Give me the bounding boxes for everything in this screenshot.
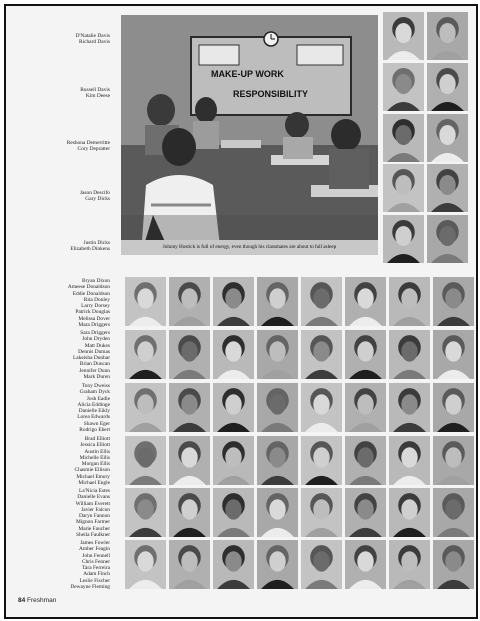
student-name: Russell Davis bbox=[80, 87, 110, 93]
name-list bbox=[12, 436, 110, 486]
student-portrait bbox=[389, 540, 430, 589]
student-name: Alicia Eddinge bbox=[77, 401, 110, 408]
student-name: Leslie Fischer bbox=[79, 577, 110, 584]
student-portrait bbox=[389, 277, 430, 326]
student-name: John Fennell bbox=[82, 552, 110, 559]
student-name: Javier Falcon bbox=[81, 506, 110, 513]
student-portrait bbox=[169, 383, 210, 432]
student-portrait bbox=[383, 12, 424, 60]
student-portrait bbox=[389, 383, 430, 432]
student-portrait bbox=[125, 488, 166, 537]
student-portrait bbox=[383, 114, 424, 162]
student-portrait bbox=[257, 488, 298, 537]
student-portrait bbox=[257, 540, 298, 589]
student-portrait bbox=[169, 330, 210, 379]
student-portrait bbox=[433, 540, 474, 589]
student-name: Mark Duren bbox=[83, 374, 110, 381]
name-list bbox=[12, 330, 110, 380]
name-list bbox=[12, 87, 110, 100]
student-portrait bbox=[389, 488, 430, 537]
student-name: La'Nicia Estes bbox=[78, 488, 110, 494]
student-portrait bbox=[345, 277, 386, 326]
student-name: Larry Dorsey bbox=[81, 303, 110, 310]
name-list bbox=[12, 240, 110, 253]
student-name: Sheila Faulkner bbox=[76, 532, 110, 539]
student-portrait bbox=[125, 277, 166, 326]
student-name: Cory Depratter bbox=[77, 146, 110, 153]
student-name: Mara Driggers bbox=[78, 322, 110, 329]
student-name: Mignon Farmer bbox=[76, 519, 110, 526]
student-portrait bbox=[257, 277, 298, 326]
student-portrait bbox=[433, 436, 474, 485]
student-name: Brian Duncan bbox=[79, 361, 110, 368]
student-portrait bbox=[125, 436, 166, 485]
student-portrait bbox=[169, 540, 210, 589]
student-portrait bbox=[427, 114, 468, 162]
student-portrait bbox=[213, 488, 254, 537]
student-name: Michael Emory bbox=[76, 473, 110, 480]
student-portrait bbox=[213, 540, 254, 589]
student-name: Graham Dyck bbox=[79, 389, 110, 396]
name-list bbox=[12, 33, 110, 46]
name-list bbox=[12, 383, 110, 433]
section-label: Freshman bbox=[27, 597, 57, 604]
student-name: Morgan Ellis bbox=[81, 461, 110, 468]
student-portrait bbox=[169, 436, 210, 485]
student-name: Brad Elliott bbox=[84, 436, 110, 442]
student-name: Dewayne Fleming bbox=[70, 584, 110, 591]
board-text-2: RESPONSIBILITY bbox=[233, 89, 309, 99]
student-portrait bbox=[257, 330, 298, 379]
student-portrait bbox=[301, 540, 342, 589]
student-portrait bbox=[427, 215, 468, 263]
student-name: Richard Davis bbox=[79, 39, 110, 46]
student-portrait bbox=[345, 436, 386, 485]
name-list bbox=[12, 488, 110, 538]
student-name: Dennis Dumas bbox=[78, 348, 110, 355]
student-name: James Fowler bbox=[80, 540, 110, 546]
student-name: Tony Dweiss bbox=[81, 383, 110, 389]
student-name: William Everett bbox=[75, 500, 110, 507]
student-name: Lorea Edwards bbox=[77, 414, 110, 421]
student-portrait bbox=[169, 277, 210, 326]
student-name: Michelle Ellis bbox=[79, 454, 110, 461]
student-name: Ameese Donaldson bbox=[67, 284, 110, 291]
student-portrait bbox=[433, 383, 474, 432]
student-portrait bbox=[301, 277, 342, 326]
name-list bbox=[12, 540, 110, 590]
student-portrait bbox=[301, 436, 342, 485]
student-portrait bbox=[125, 540, 166, 589]
student-portrait bbox=[383, 215, 424, 263]
student-portrait bbox=[345, 330, 386, 379]
board-text-1: MAKE-UP WORK bbox=[211, 69, 284, 79]
classroom-photo bbox=[121, 15, 378, 255]
feature-photo bbox=[121, 15, 378, 255]
student-portrait bbox=[257, 436, 298, 485]
student-name: Justin Dicks bbox=[83, 240, 110, 246]
student-name: Amber Feagin bbox=[79, 546, 110, 553]
student-name: Austin Ellis bbox=[84, 448, 110, 455]
student-portrait bbox=[389, 436, 430, 485]
student-name: Jessica Elliott bbox=[80, 442, 110, 449]
student-portrait bbox=[345, 488, 386, 537]
student-portrait bbox=[427, 63, 468, 111]
student-portrait bbox=[427, 12, 468, 60]
photo-caption: Johnny Hostick is full of energy, even though his classmates are about to fall asleep bbox=[121, 240, 378, 255]
student-name: Matt Dukes bbox=[84, 342, 110, 349]
student-name: Bryan Dixon bbox=[82, 278, 110, 284]
name-list bbox=[12, 278, 110, 328]
student-name: Josh Eadie bbox=[86, 395, 110, 402]
student-portrait bbox=[169, 488, 210, 537]
student-portrait bbox=[383, 63, 424, 111]
student-portrait bbox=[301, 383, 342, 432]
page-number: 84 bbox=[18, 597, 26, 604]
student-name: John Dryden bbox=[82, 336, 110, 343]
student-name: Shawn Eger bbox=[83, 420, 110, 427]
student-name: Patrick Douglas bbox=[75, 309, 110, 316]
student-name: Michael Engle bbox=[78, 480, 110, 487]
student-portrait bbox=[427, 164, 468, 212]
student-name: Gary Dicks bbox=[85, 196, 110, 203]
student-name: Rita Donley bbox=[83, 296, 110, 303]
student-name: Jennifer Dunn bbox=[79, 367, 110, 374]
student-name: Tara Ferreira bbox=[82, 565, 110, 572]
student-portrait bbox=[301, 330, 342, 379]
name-list bbox=[12, 190, 110, 203]
student-portrait bbox=[383, 164, 424, 212]
student-portrait bbox=[213, 330, 254, 379]
student-name: Adam Finch bbox=[83, 571, 110, 578]
student-name: Eddie Donaldson bbox=[72, 290, 110, 297]
student-name: Melissa Dover bbox=[78, 315, 110, 322]
student-name: Marie Faucher bbox=[78, 525, 110, 532]
student-portrait bbox=[213, 436, 254, 485]
student-name: Kim Deese bbox=[85, 93, 110, 100]
student-name: Danielle Evans bbox=[77, 494, 110, 501]
student-portrait bbox=[389, 330, 430, 379]
student-portrait bbox=[213, 277, 254, 326]
student-portrait bbox=[301, 488, 342, 537]
student-portrait bbox=[213, 383, 254, 432]
student-name: Elizabeth Dinkens bbox=[70, 246, 110, 253]
student-name: Lakeisha Dunbar bbox=[73, 355, 110, 362]
student-name: Reshona Demerritte bbox=[66, 140, 110, 146]
student-name: Jason Descifo bbox=[79, 190, 110, 196]
student-name: Sara Driggers bbox=[80, 330, 110, 336]
student-portrait bbox=[433, 488, 474, 537]
student-name: Chasmie Ellison bbox=[74, 467, 110, 474]
student-name: D'Natalie Davis bbox=[75, 33, 110, 39]
student-portrait bbox=[345, 383, 386, 432]
student-portrait bbox=[125, 383, 166, 432]
student-portrait bbox=[433, 330, 474, 379]
student-portrait bbox=[125, 330, 166, 379]
student-name: Rodrigo Ebert bbox=[79, 427, 110, 434]
page-footer bbox=[18, 597, 56, 604]
name-list bbox=[12, 140, 110, 153]
student-name: Daryn Fannon bbox=[79, 513, 110, 520]
student-name: Danielle Eikly bbox=[78, 408, 110, 415]
student-portrait bbox=[257, 383, 298, 432]
student-portrait bbox=[345, 540, 386, 589]
student-portrait bbox=[433, 277, 474, 326]
student-name: Chris Fenner bbox=[82, 558, 110, 565]
